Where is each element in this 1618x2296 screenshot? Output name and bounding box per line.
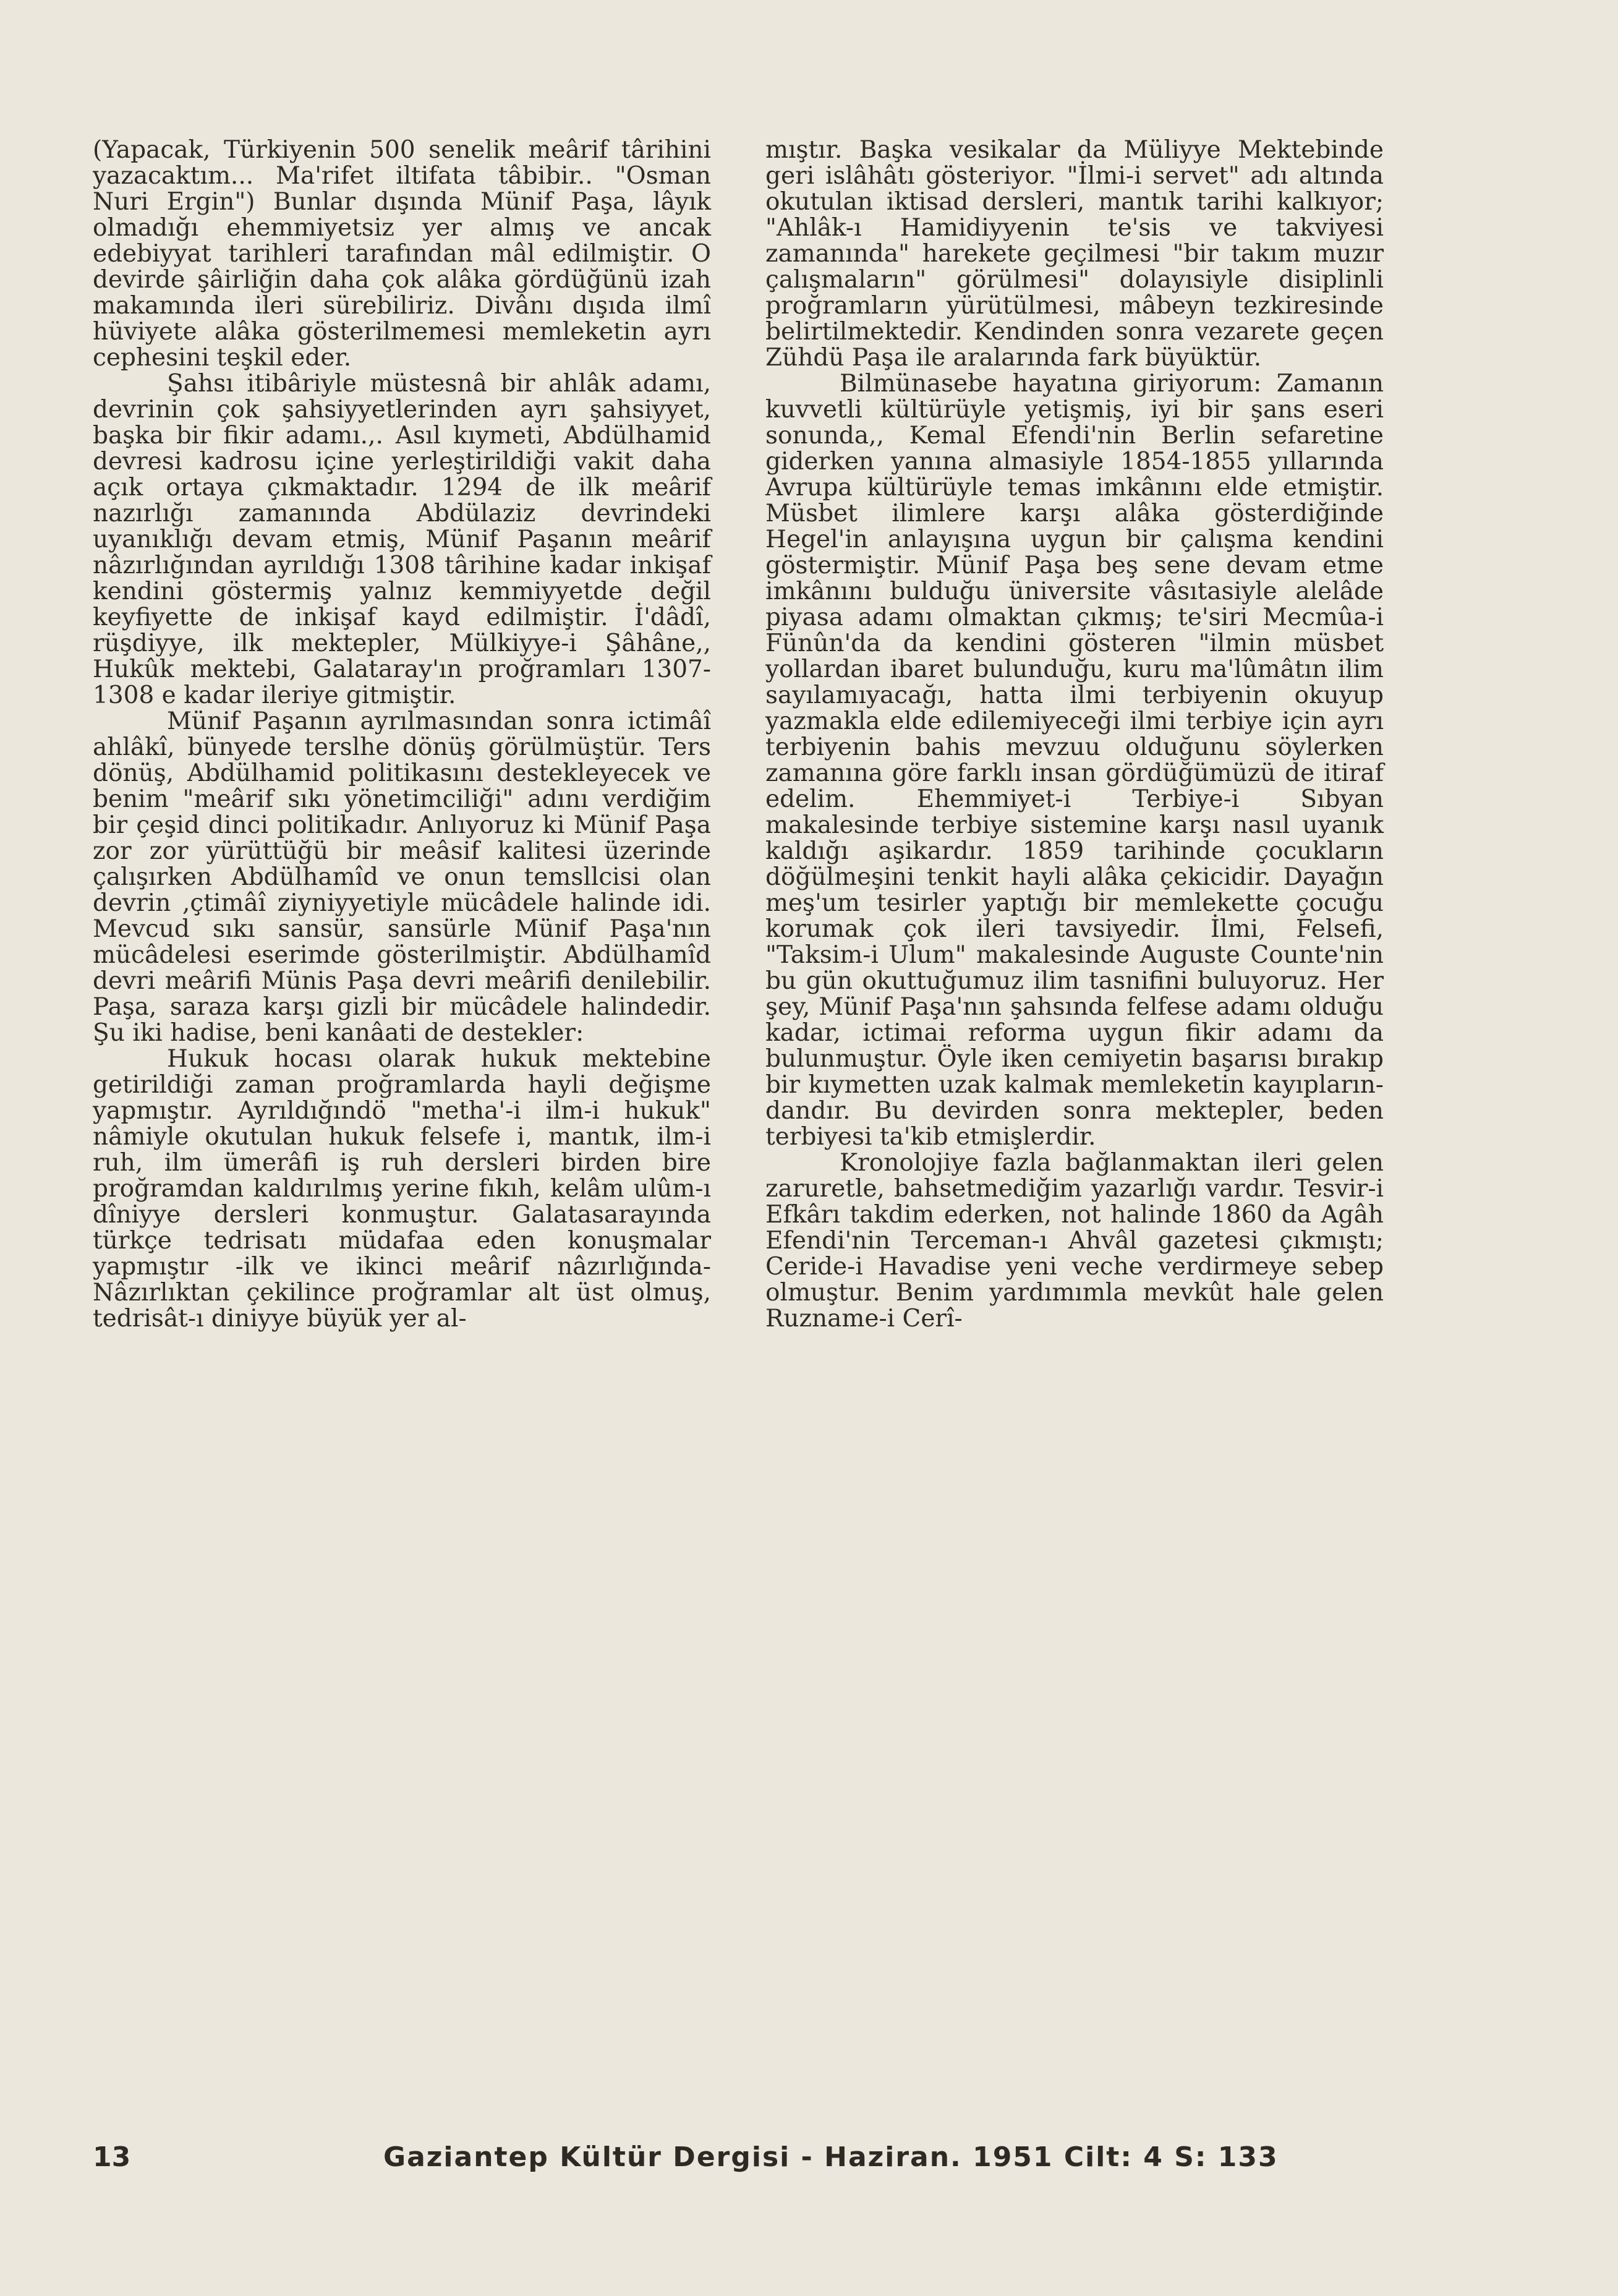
right-paragraph-3: Kronolojiye fazla bağlanmaktan ileri gelen zaruretle, bahsetmediğim yazarlığı vardır. Tesvir-i Efkârı takdim ederken, not halinde 1860 da Agâh Efendi'nin Terceman-ı Ahvâl gazetesi çıkmıştı; Ceride-i Havadise yeni veche verdirmeye sebep olmuştur. Benim yardımımla mevkût hale gelen Ruzname-i Cerî- (765, 1149, 1384, 1333)
left-paragraph-4: Hukuk hocası olarak hukuk mektebine getirildiği zaman proğramlarda hayli değişme yapmıştır. Ayrıldığındö "metha'-i ilm-i hukuk" nâmiyle okutulan hukuk felsefe i, mantık, ilm-i ruh, ilm ümerâfi iş ruh dersleri birden bire proğramdan kaldırılmış yerine fıkıh, kelâm ulûm-ı dîniyye dersleri konmuştur. Galatasarayında türkçe tedrisatı müdafaa eden konuşmalar yapmıştır -ilk ve ikinci meârif nâzırlığında- Nâzırlıktan çekilince proğramlar alt üst olmuş, tedrisât-ı diniyye büyük yer al- (93, 1045, 711, 1333)
page-footer (93, 2141, 1342, 2179)
right-column (765, 137, 1384, 1332)
journal-citation: Gaziantep Kültür Dergisi - Haziran. 1951 Cilt: 4 S: 133 (383, 2141, 1279, 2173)
right-paragraph-1: mıştır. Başka vesikalar da Müliyye Mektebinde geri islâhâtı gösteriyor. "İlmi-i servet" adı altında okutulan iktisad dersleri, mantık tarihi kalkıyor; "Ahlâk-ı Hamidiyyenin te'sis ve takviyesi zamanında" harekete geçilmesi "bir takım muzır çalışmaların" görülmesi" dolayısiyle disiplinli proğramların yürütülmesi, mâbeyn tezkiresinde belirtilmektedir. Kendinden sonra vezarete geçen Zühdü Paşa ile aralarında fark büyüktür. (765, 136, 1384, 372)
page-number: 13 (93, 2141, 131, 2173)
left-paragraph-3: Münif Paşanın ayrılmasından sonra ictimâî ahlâkî, bünyede terslhe dönüş görülmüştür. Ters dönüş, Abdülhamid politikasını destekleyecek ve benim "meârif sıkı yönetimciliği" adını verdiğim bir çeşid dinci politikadır. Anlıyoruz ki Münif Paşa zor zor yürüttüğü bir meâsif kalitesi üzerinde çalışırken Abdülhamîd ve onun temsllcisi olan devrin ,çtimâî ziyniyyetiyle mücâdele halinde idi. Mevcud sıkı sansür, sansürle Münif Paşa'nın mücâdelesi eserimde gösterilmiştir. Abdülhamîd devri meârifi Münis Paşa devri meârifi denilebilir. Paşa, saraza karşı gizli bir mücâdele halindedir. Şu iki hadise, beni kanâati de destekler: (93, 707, 711, 1047)
left-paragraph-1: (Yapacak, Türkiyenin 500 senelik meârif târihini yazacaktım... Ma'rifet iltifata tâbibir.. "Osman Nuri Ergin") Bunlar dışında Münif Paşa, lâyık olmadığı ehemmiyetsiz yer almış ve ancak edebiyyat tarihleri tarafından mâl edilmiştir. O devirde şâirliğin daha çok alâka gördüğünü izah makamında ileri sürebiliriz. Divânı dışıda ilmî hüviyete alâka gösterilmemesi memleketin ayrı cephesini teşkil eder. (93, 136, 711, 372)
left-paragraph-2: Şahsı itibâriyle müstesnâ bir ahlâk adamı, devrinin çok şahsiyyetlerinden ayrı şahsiyyet, başka bir fikir adamı.,. Asıl kıymeti, Abdülhamid devresi kadrosu içine yerleştirildiği vakit daha açık ortaya çıkmaktadır. 1294 de ilk meârif nazırlığı zamanında Abdülaziz devrindeki uyanıklığı devam etmiş, Münif Paşanın meârif nâzırlığından ayrıldığı 1308 târihine kadar inkişaf kendini göstermiş yalnız kemmiyyetde değil keyfiyette de inkişaf kayd edilmiştir. İ'dâdî, rüşdiyye, ilk mektepler, Mülkiyye-i Şâhâne,, Hukûk mektebi, Galataray'ın proğramları 1307-1308 e kadar ileriye gitmiştir. (93, 370, 711, 709)
left-column (93, 137, 711, 1332)
right-paragraph-2: Bilmünasebe hayatına giriyorum: Zamanın kuvvetli kültürüyle yetişmiş, iyi bir şans eseri sonunda,, Kemal Efendi'nin Berlin sefaretine giderken yanına almasiyle 1854-1855 yıllarında Avrupa kültürüyle temas imkânını elde etmiştir. Müsbet ilimlere karşı alâka gösterdiğinde Hegel'in anlayışına uygun bir çalışma kendini göstermiştir. Münif Paşa beş sene devam etme imkânını bulduğu üniversite vâsıtasiyle alelâde piyasa adamı olmaktan çıkmış; te'siri Mecmûa-i Fünûn'da da kendini gösteren "ilmin müsbet yollardan ibaret bulunduğu, kuru ma'lûmâtın ilim sayılamıyacağı, hatta ilmi terbiyenin okuyup yazmakla elde edilemiyeceği ilmi terbiye için ayrı terbiyenin bahis mevzuu olduğunu söylerken zamanına göre farklı insan gördüğümüzü de itiraf edelim. Ehemmiyet-i Terbiye-i Sıbyan makalesinde terbiye sistemine karşı nasıl uyanık kaldığı aşikardır. 1859 tarihinde çocukların döğülmeşini tenkit hayli alâka çekicidir. Dayağın meş'um tesirler yaptığı bir memlekette çocuğu korumak çok ileri tavsiyedir. İlmi, Felsefi, "Taksim-i Ulum" makalesinde Auguste Counte'nin bu gün okuttuğumuz ilim tasnifini buluyoruz. Her şey, Münif Paşa'nın şahsında felfese adamı olduğu kadar, ictimai reforma uygun fikir adamı da bulunmuştur. Öyle iken cemiyetin başarısı bırakıp bir kıymetten uzak kalmak memleketin kayıpların-dandır. Bu devirden sonra mektepler, beden terbiyesi ta'kib etmişlerdir. (765, 370, 1384, 1151)
